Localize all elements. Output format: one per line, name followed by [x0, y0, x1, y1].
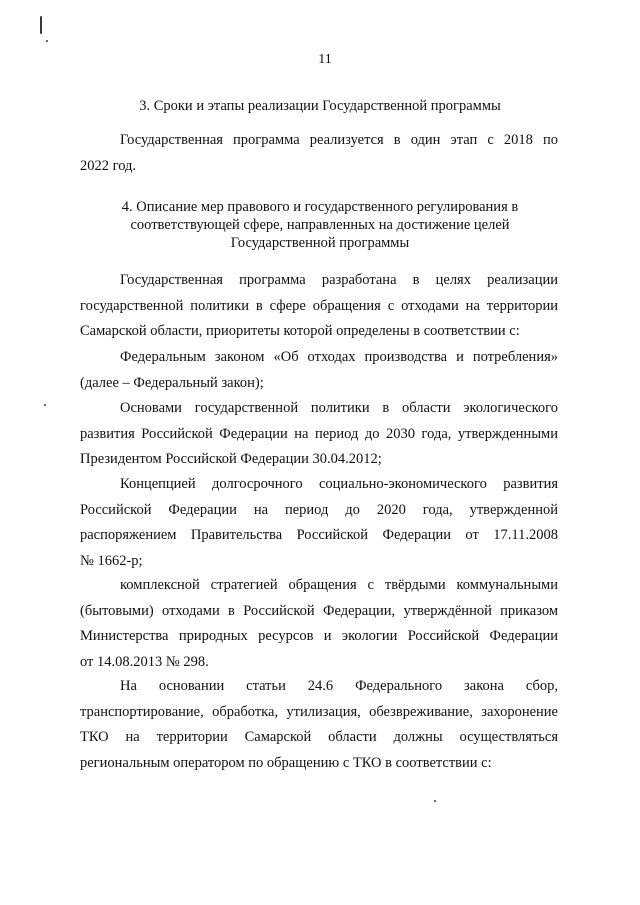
paragraph-line: Концепцией долгосрочного социально-экономического развития	[120, 476, 558, 492]
scan-speck	[44, 404, 46, 406]
paragraph-line: Основами государственной политики в области экологического	[120, 400, 558, 416]
paragraph-line: развития Российской Федерации на период до 2030 года, утвержденными	[80, 425, 558, 442]
paragraph-federal-law	[80, 345, 558, 396]
scan-speck	[434, 800, 436, 802]
paragraph-line: Государственная программа реализуется в один этап с 2018 по	[120, 132, 558, 148]
heading-line: 4. Описание мер правового и государственного регулирования в	[121, 199, 519, 215]
paragraph-line: комплексной стратегией обращения с твёрдыми коммунальными	[120, 577, 558, 593]
paragraph-line: Российской Федерации на период до 2020 года, утвержденной	[80, 501, 558, 518]
paragraph-line: Министерства природных ресурсов и экологии Российской Федерации	[80, 628, 558, 644]
paragraph-line: № 1662-р;	[80, 552, 143, 569]
heading-line: Государственной программы	[230, 235, 410, 251]
section-3-paragraph	[80, 128, 558, 179]
paragraph-state-policy	[80, 396, 558, 473]
paragraph-line: ТКО на территории Самарской области должны осуществляться	[80, 729, 558, 745]
paragraph-line: (далее – Федеральный закон);	[80, 374, 264, 391]
paragraph-line: государственной политики в сфере обращения с отходами на территории	[80, 297, 558, 314]
paragraph-line: Государственная программа разработана в целях реализации	[120, 272, 558, 288]
paragraph-line: Самарской области, приоритеты которой определены в соответствии с:	[80, 323, 520, 339]
paragraph-program-goals	[80, 268, 558, 345]
scan-speck	[46, 40, 48, 42]
paragraph-line: 2022 год.	[80, 157, 137, 174]
paragraph-regional-operator	[80, 674, 558, 776]
paragraph-concept	[80, 472, 558, 574]
section-3-heading: 3. Сроки и этапы реализации Государственной программы	[139, 98, 501, 114]
paragraph-line: Президентом Российской Федерации 30.04.2012;	[80, 451, 382, 467]
heading-line: соответствующей сфере, направленных на достижение целей	[130, 217, 510, 233]
paragraph-line: от 14.08.2013 № 298.	[80, 653, 209, 670]
scan-speck	[40, 16, 42, 34]
paragraph-line: На основании статьи 24.6 Федерального закона сбор,	[120, 678, 558, 694]
page-number: 11	[318, 52, 332, 67]
paragraph-line: распоряжением Правительства Российской Федерации от 17.11.2008	[80, 527, 558, 543]
paragraph-line: Федеральным законом «Об отходах производства и потребления»	[120, 349, 558, 365]
section-4-heading	[80, 198, 560, 252]
paragraph-line: региональным оператором по обращению с ТКО в соответствии с:	[80, 754, 492, 771]
paragraph-strategy	[80, 573, 558, 675]
paragraph-line: (бытовыми) отходами в Российской Федерации, утверждённой приказом	[80, 602, 558, 619]
paragraph-line: транспортирование, обработка, утилизация, обезвреживание, захоронение	[80, 703, 558, 720]
